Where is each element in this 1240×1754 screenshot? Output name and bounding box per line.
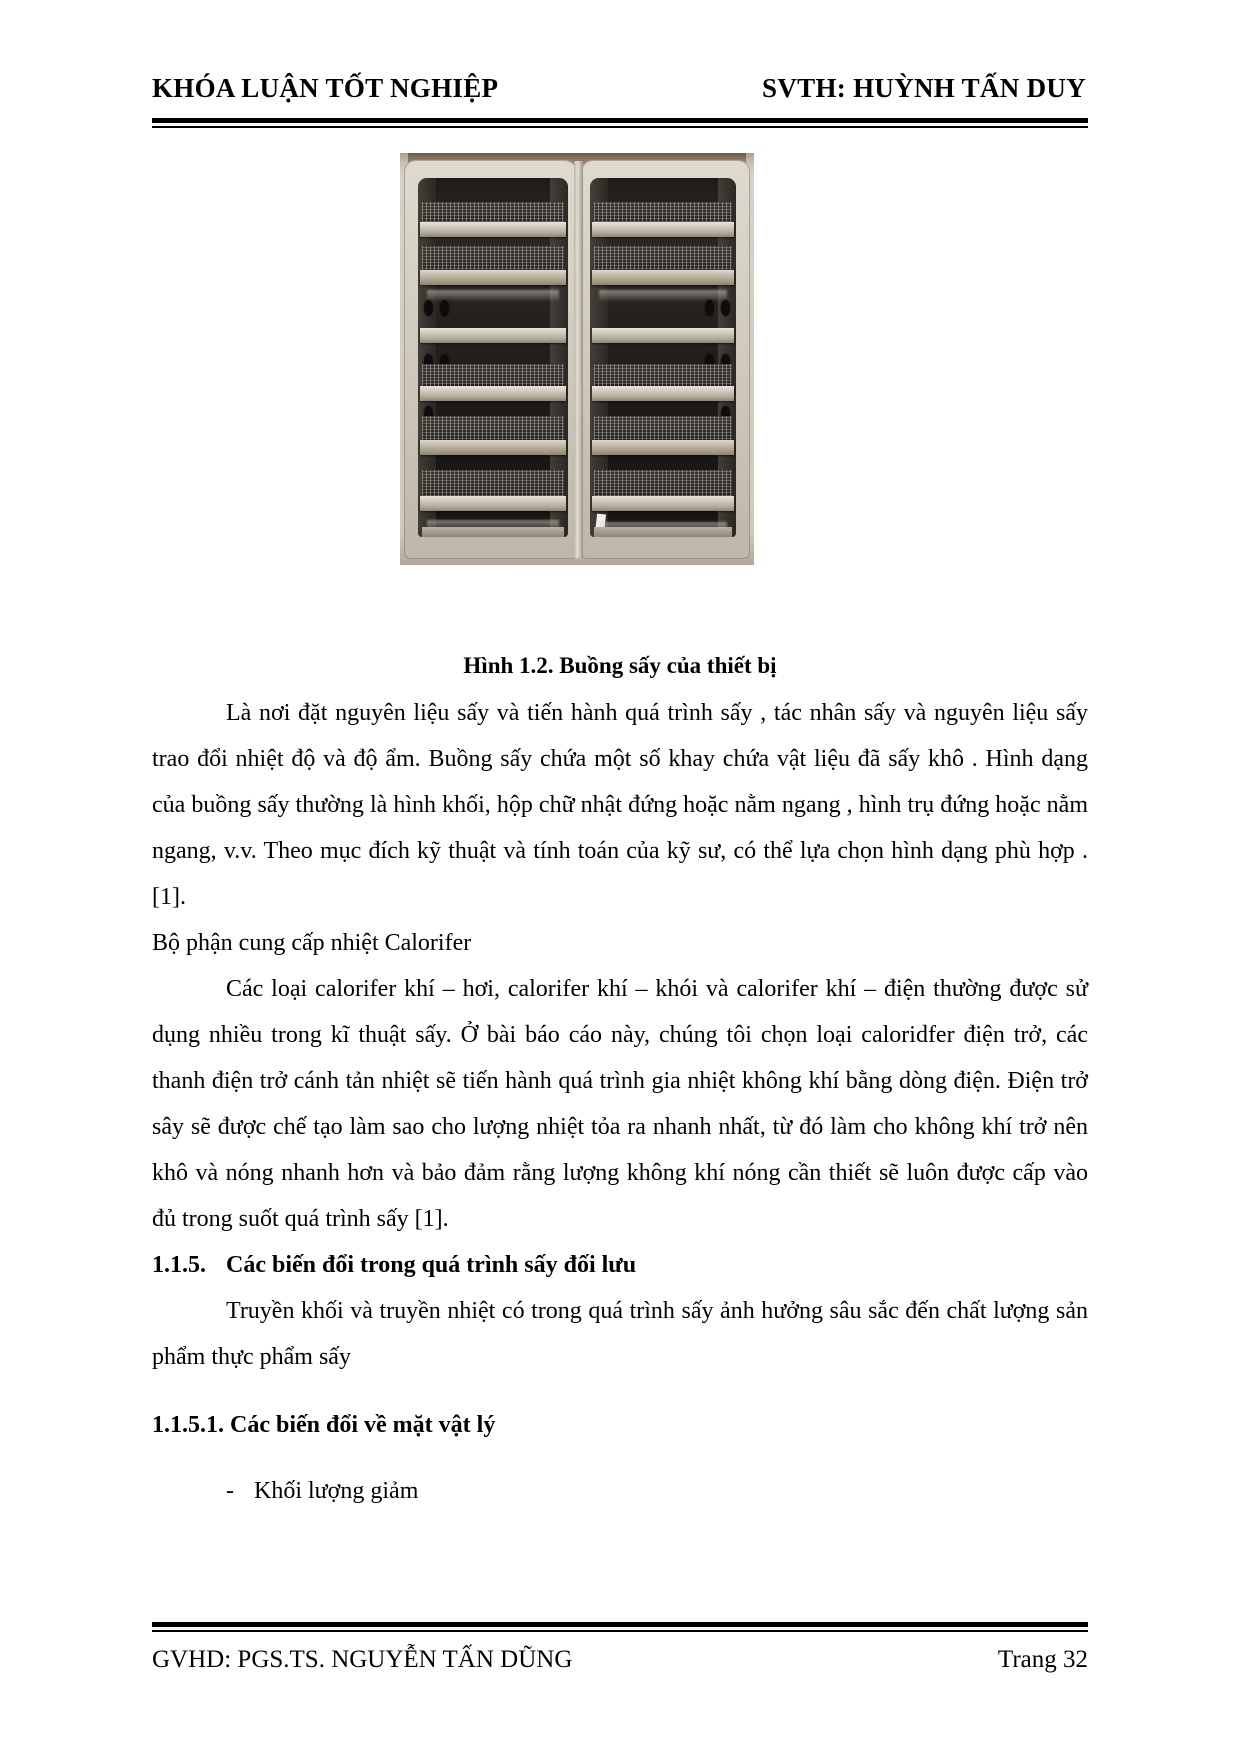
- tray-rail: [420, 328, 566, 343]
- tray-rail: [592, 386, 734, 401]
- tray-mesh: [594, 416, 732, 442]
- tray-rail: [592, 222, 734, 237]
- bullet-text: Khối lượng giảm: [254, 1478, 419, 1504]
- cabinet-center-post: [574, 161, 583, 558]
- page-footer: [152, 1622, 1088, 1674]
- header-right-title: SVTH: HUỲNH TẤN DUY: [762, 73, 1086, 103]
- right-cavity: [590, 178, 736, 537]
- rack-slot: [721, 300, 730, 316]
- list-item-mass-reduction: [152, 1468, 1088, 1514]
- drying-chamber-photo: [400, 153, 754, 565]
- paragraph-calorifer-heading: Bộ phận cung cấp nhiệt Calorifer: [152, 930, 472, 956]
- footer-divider-thin-line: [152, 1630, 1088, 1632]
- rack-slot: [440, 300, 449, 316]
- tray-rail: [420, 386, 566, 401]
- tray-mesh: [422, 416, 564, 442]
- page-header: [152, 74, 1088, 132]
- cavity-base: [594, 527, 732, 537]
- tray-mesh: [422, 470, 564, 496]
- header-divider-thin-line: [152, 126, 1088, 128]
- tray-rail: [592, 328, 734, 343]
- header-divider: [152, 118, 1088, 128]
- footer-advisor-text: GVHD: PGS.TS. NGUYỄN TẤN DŨNG: [152, 1646, 573, 1673]
- section-title-1-1-5: Các biến đổi trong quá trình sấy đối lưu: [226, 1252, 637, 1278]
- tray-rail: [592, 496, 734, 511]
- section-heading-1-1-5: [152, 1242, 1088, 1288]
- tray-rail: [420, 440, 566, 455]
- tray-rail: [592, 270, 734, 285]
- section-title-1-1-5-1: Các biến đổi về mặt vật lý: [230, 1412, 496, 1438]
- tray-rail: [420, 222, 566, 237]
- rack-slot: [705, 300, 714, 316]
- footer-divider: [152, 1622, 1088, 1632]
- section-heading-1-1-5-1: [152, 1402, 1088, 1448]
- footer-page-number: Trang 32: [997, 1646, 1088, 1673]
- figure-drying-chamber: [400, 153, 754, 565]
- section-number-1-1-5: 1.1.5.: [152, 1252, 206, 1278]
- rack-slot: [424, 300, 433, 316]
- cabinet-left-compartment: [404, 160, 577, 559]
- header-left-title: KHÓA LUẬN TỐT NGHIỆP: [152, 73, 499, 103]
- tray-rail: [420, 496, 566, 511]
- footer-content: [152, 1646, 1088, 1674]
- paragraph-drying-chamber: Là nơi đặt nguyên liệu sấy và tiến hành quá trình sấy , tác nhân sấy và nguyên liệu sấy trao đổi nhiệt độ và độ ẩm. Buồng sấy chứa một số khay chứa vật liệu đã sấy khô . Hình dạng của buồng sấy thường là hình khối, hộp chữ nhật đứng hoặc nằm ngang , hình trụ đứng hoặc nằm ngang, v.v. Theo mục đích kỹ thuật và tính toán của kỹ sư, có thể lựa chọn hình dạng phù hợp . [1].: [152, 700, 1088, 910]
- paragraph-calorifer-types: Các loại calorifer khí – hơi, calorifer khí – khói và calorifer khí – điện thường được sử dụng nhiều trong kĩ thuật sấy. Ở bài báo cáo này, chúng tôi chọn loại caloridfer điện trở, các thanh điện trở cánh tản nhiệt sẽ tiến hành quá trình gia nhiệt không khí bằng dòng điện. Điện trở sây sẽ được chế tạo làm sao cho lượng nhiệt tỏa ra nhanh nhất, từ đó làm cho không khí trở nên khô và nóng nhanh hơn và bảo đảm rằng lượng không khí nóng cần thiết sẽ luôn được cấp vào đủ trong suốt quá trình sấy [1].: [152, 976, 1088, 1232]
- cabinet-right-compartment: [581, 160, 750, 559]
- figure-caption: Hình 1.2. Buồng sấy của thiết bị: [463, 653, 777, 678]
- header-titles: [152, 74, 1088, 104]
- tray-mesh: [594, 246, 732, 272]
- cavity-base: [422, 527, 564, 537]
- body-spacer: [152, 1380, 1088, 1402]
- paragraph-section-1-1-5: Truyền khối và truyền nhiệt có trong quá trình sấy ảnh hưởng sâu sắc đến chất lượng sản phẩm thực phẩm sấy: [152, 1298, 1088, 1370]
- tray-rail: [420, 270, 566, 285]
- tray-mesh: [422, 246, 564, 272]
- tray-rail: [592, 440, 734, 455]
- tray-mesh: [594, 470, 732, 496]
- bullet-dash-icon: -: [226, 1478, 234, 1504]
- left-cavity: [418, 178, 568, 537]
- page-body: [152, 690, 1088, 1514]
- section-number-1-1-5-1: 1.1.5.1.: [152, 1412, 224, 1438]
